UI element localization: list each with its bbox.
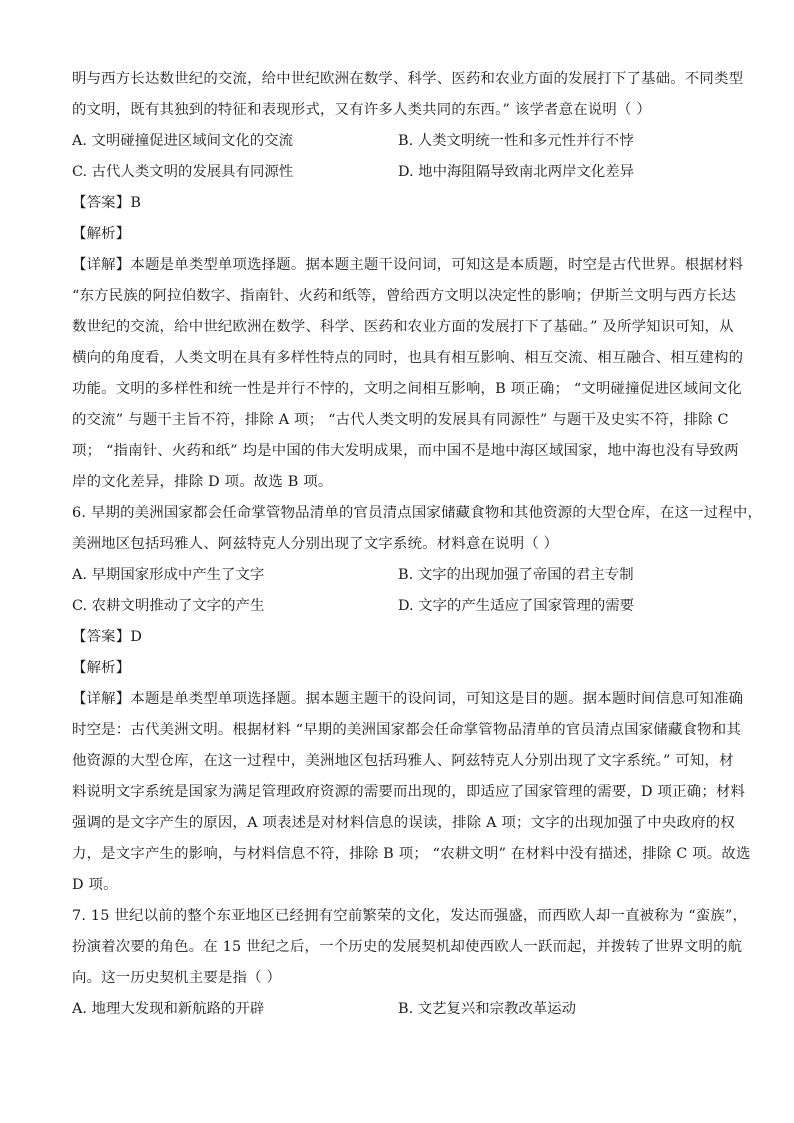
q5-analysis-label: 【解析】 (72, 226, 131, 242)
q5-detail-line-5: 功能。文明的多样性和统一性是并行不悖的，文明之间相互影响，B 项正确； “文明碰撞促进区域间文化 (72, 381, 742, 397)
q6-option-a: A. 早期国家形成中产生了文字 (72, 567, 265, 583)
q6-stem-line-2: 美洲地区包括玛雅人、阿兹特克人分别出现了文字系统。材料意在说明（ ） (72, 536, 559, 552)
q5-option-c: C. 古代人类文明的发展具有同源性 (72, 164, 294, 180)
q7-option-b: B. 文艺复兴和宗教改革运动 (398, 1001, 577, 1017)
q7-options-row-1 (72, 994, 732, 1025)
q5-answer: 【答案】B (72, 195, 142, 211)
q6-options-row-1 (72, 560, 732, 591)
q5-detail-line-4: 横向的角度看，人类文明在具有多样性特点的同时，也具有相互影响、相互交流、相互融合、相互建构的 (72, 350, 744, 366)
q6-options-row-2 (72, 591, 732, 622)
q5-options-row-2 (72, 157, 732, 188)
q5-detail-line-2: “东方民族的阿拉伯数字、指南针、火药和纸等，曾给西方文明以决定性的影响；伊斯兰文明与西方长达 (72, 288, 737, 304)
q5-detail-line-6: 的交流” 与题干主旨不符，排除 A 项； “古代人类文明的发展具有同源性” 与题干及史实不符，排除 C (72, 412, 729, 428)
q5-options-row-1 (72, 126, 732, 157)
q6-stem-line-1: 6. 早期的美洲国家都会任命掌管物品清单的官员清点国家储藏食物和其他资源的大型仓库，在这一过程中， (72, 505, 763, 521)
q7-stem-line-1: 7. 15 世纪以前的整个东亚地区已经拥有空前繁荣的文化，发达而强盛，而西欧人却一直被称为 “蛮族”， (72, 908, 748, 924)
q5-stem-line-2: 的文明，既有其独到的特征和表现形式，又有许多人类共同的东西。” 该学者意在说明（ ） (72, 102, 651, 118)
q6-detail-line-3: 他资源的大型仓库，在这一过程中，美洲地区包括玛雅人、阿兹特克人分别出现了文字系统。” 可知，材 (72, 753, 734, 769)
q5-detail-line-7: 项； “指南针、火药和纸” 均是中国的伟大发明成果，而中国不是地中海区域国家，地中海也没有导致两 (72, 443, 739, 459)
q6-detail-line-1: 【详解】本题是单类型单项选择题。据本题主题干的设问词，可知这是目的题。据本题时间信息可知准确 (72, 691, 744, 707)
q5-option-b: B. 人类文明统一性和多元性并行不悖 (398, 133, 634, 149)
q5-detail-line-8: 岸的文化差异，排除 D 项。故选 B 项。 (72, 474, 333, 490)
q6-detail-line-7: D 项。 (72, 877, 118, 893)
q6-option-c: C. 农耕文明推动了文字的产生 (72, 598, 265, 614)
q5-detail-line-1: 【详解】本题是单类型单项选择题。据本题主题干设问词，可知这是本质题，时空是古代世界。根据材料 (72, 257, 744, 273)
q5-detail-line-3: 数世纪的交流，给中世纪欧洲在数学、科学、医药和农业方面的发展打下了基础。” 及所学知识可知，从 (72, 319, 734, 335)
q6-option-b: B. 文字的出现加强了帝国的君主专制 (398, 567, 634, 583)
q5-option-d: D. 地中海阻隔导致南北两岸文化差异 (398, 164, 635, 180)
q7-stem-line-2: 扮演着次要的角色。在 15 世纪之后，一个历史的发展契机却使西欧人一跃而起，并拨转了世界文明的航 (72, 939, 743, 955)
q5-option-a: A. 文明碰撞促进区域间文化的交流 (72, 133, 294, 149)
q7-option-a: A. 地理大发现和新航路的开辟 (72, 1001, 265, 1017)
q6-analysis-label: 【解析】 (72, 660, 131, 676)
document-page (72, 64, 763, 1025)
q6-answer: 【答案】D (72, 629, 143, 645)
q6-detail-line-6: 力，是文字产生的影响，与材料信息不符，排除 B 项； “农耕文明” 在材料中没有描述，排除 C 项。故选 (72, 846, 751, 862)
q6-option-d: D. 文字的产生适应了国家管理的需要 (398, 598, 635, 614)
q7-stem-line-3: 向。这一历史契机主要是指（ ） (72, 970, 282, 986)
q6-detail-line-5: 强调的是文字产生的原因，A 项表述是对材料信息的误读，排除 A 项；文字的出现加强了中央政府的权 (72, 815, 735, 831)
q5-stem-line-1: 明与西方长达数世纪的交流，给中世纪欧洲在数学、科学、医药和农业方面的发展打下了基础。不同类型 (72, 71, 744, 87)
q6-detail-line-2: 时空是：古代美洲文明。根据材料 “早期的美洲国家都会任命掌管物品清单的官员清点国家储藏食物和其 (72, 722, 741, 738)
q6-detail-line-4: 料说明文字系统是国家为满足管理政府资源的需要而出现的，即适应了国家管理的需要，D 项正确；材料 (72, 784, 746, 800)
